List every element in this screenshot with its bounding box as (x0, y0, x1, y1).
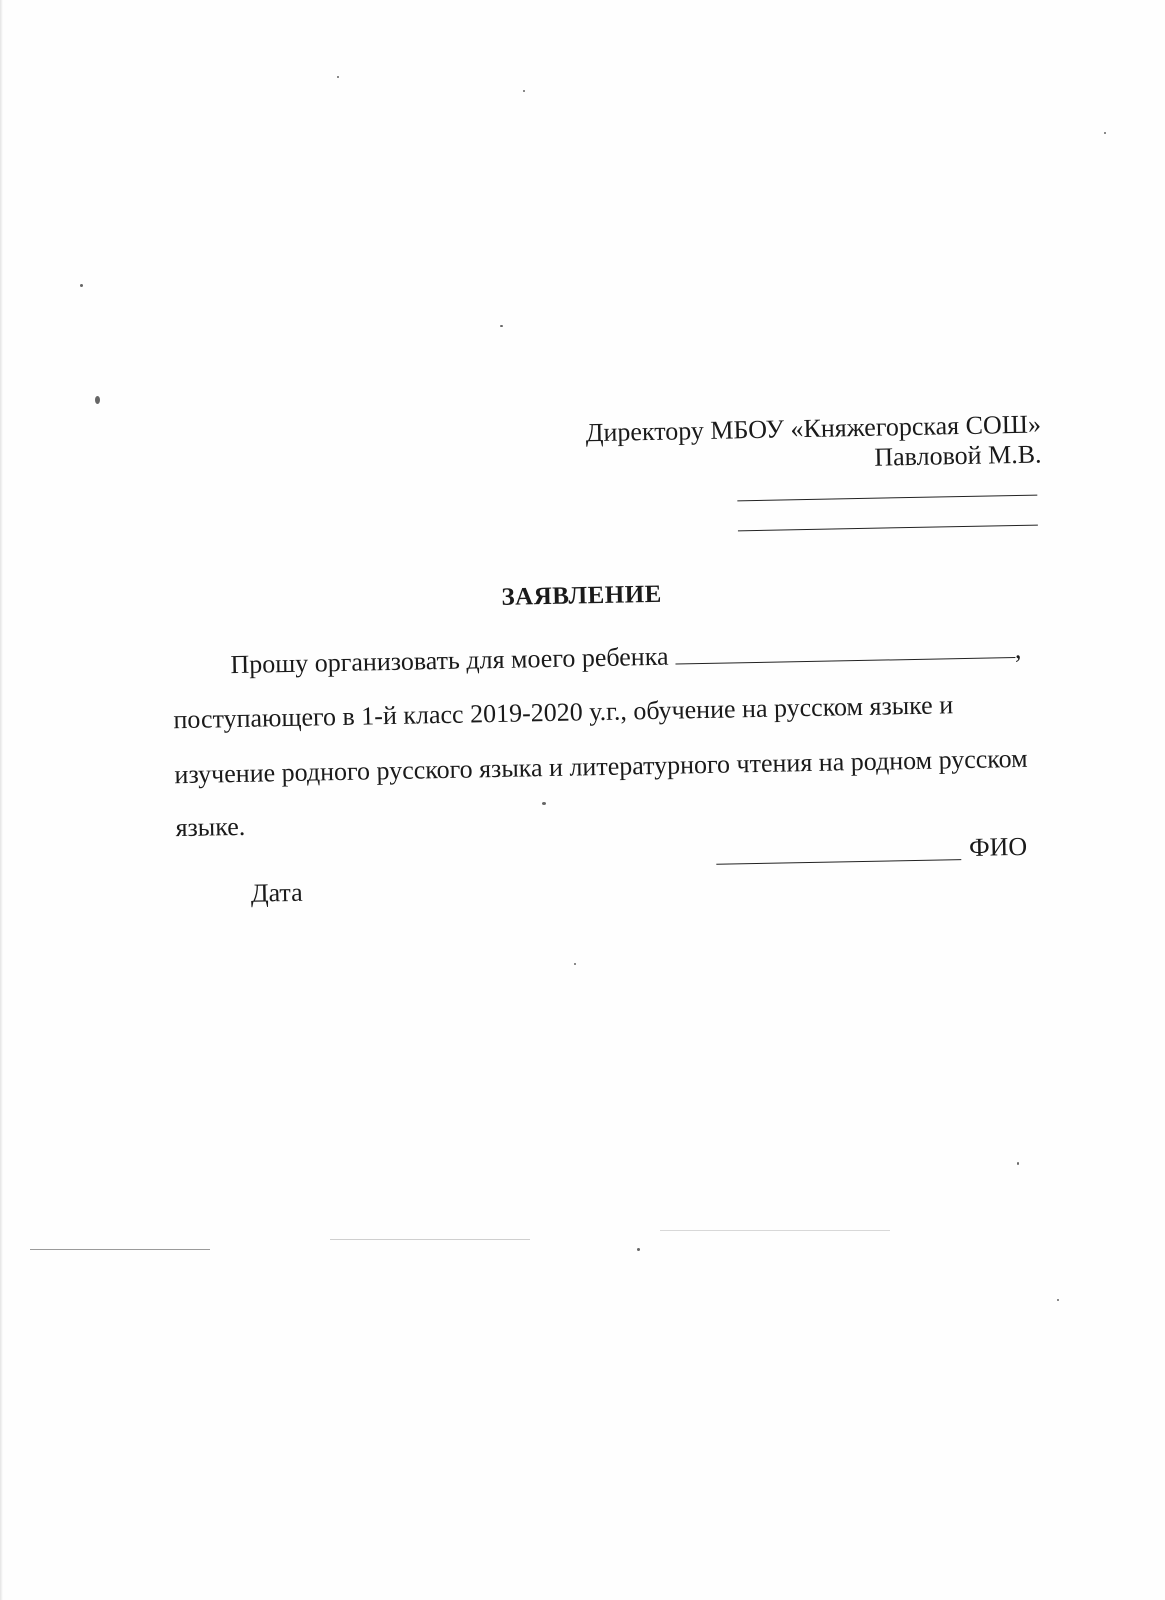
body-line-1-prefix: Прошу организовать для моего ребенка (230, 641, 669, 680)
addressee-line-1: Директору МБОУ «Княжегорская СОШ» (585, 409, 1042, 448)
body-line-1-suffix: , (1014, 634, 1022, 665)
body-line-2: поступающего в 1-й класс 2019-2020 у.г., обучение на русском языке и (173, 690, 954, 735)
date-label: Дата (250, 877, 303, 908)
addressee-block (585, 409, 1041, 478)
fio-label: ФИО (968, 831, 1028, 862)
addressee-line-2: Павловой М.В. (874, 439, 1042, 472)
document-title: ЗАЯВЛЕНИЕ (501, 580, 663, 611)
applicant-name-line[interactable] (737, 495, 1037, 502)
body-line-4: языке. (175, 811, 246, 843)
body-line-3: изучение родного русского языка и литературного чтения на родном русском (174, 743, 1028, 790)
signature-line[interactable] (716, 859, 961, 865)
child-name-line[interactable] (675, 635, 1015, 665)
body-line-1 (230, 635, 1022, 680)
applicant-address-line[interactable] (738, 525, 1038, 532)
